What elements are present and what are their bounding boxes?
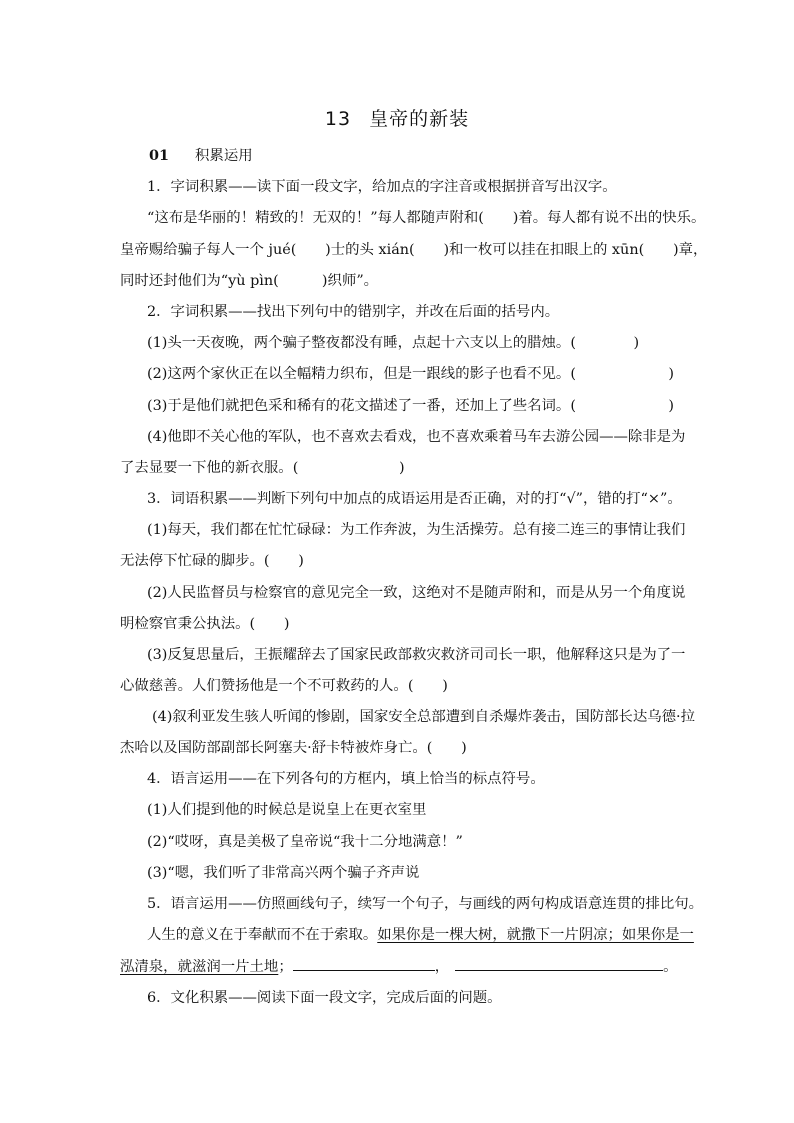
section-label: 积累运用 [195, 148, 253, 164]
q3-item-1-line-1: (1)每天，我们都在忙忙碌碌：为工作奔波，为生活操劳。总有接二连三的事情让我们 [147, 522, 686, 538]
q5-paragraph-line-1 [147, 925, 707, 945]
q5-intro-sentence: 人生的意义在于奉献而不在于索取。 [147, 927, 378, 943]
q3-item-3-line-2: 心做慈善。人们赞扬他是一个不可救药的人。( ) [120, 678, 448, 694]
q2-item-4-line-2: 了去显要一下他的新衣服。( ) [120, 460, 405, 476]
q4-heading: 4．语言运用——在下列各句的方框内，填上恰当的标点符号。 [147, 771, 545, 787]
q2-item-3 [147, 396, 674, 416]
q5-underlined-sentence-part-1: 如果你是一棵大树，就撒下一片阴凉；如果你是一 [377, 927, 694, 943]
q4-item-3: (3)“嗯，我们听了非常高兴两个骗子齐声说 [147, 865, 420, 881]
q4-item-2: (2)“哎呀，真是美极了皇帝说“我十二分地满意！” [147, 834, 463, 850]
q3-item-2-line-1: (2)人民监督员与检察官的意见完全一致，这绝对不是随声附和，而是从另一个角度说 [147, 585, 686, 601]
q5-end-punctuation: 。 [663, 959, 678, 975]
q1-paragraph-line-1: “这布是华丽的！精致的！无双的！”每人都随声附和( )着。每人都有说不出的快乐。 [147, 210, 706, 226]
q3-item-4-line-2: 杰哈以及国防部副部长阿塞夫·舒卡特被炸身亡。( ) [120, 740, 467, 756]
q2-item-4-line-1: (4)他即不关心他的军队，也不喜欢去看戏，也不喜欢乘着马车去游公园——除非是为 [147, 429, 686, 445]
q1-paragraph-line-3: 同时还封他们为“yù pìn( )织师”。 [120, 273, 379, 289]
q2-item-3-text: (3)于是他们就把色采和稀有的花文描述了一番，还加上了些名词。( [147, 398, 576, 414]
lesson-title: 皇帝的新装 [369, 108, 470, 130]
q2-heading: 2．字词积累——找出下列句中的错别字，并改在后面的括号内。 [147, 304, 560, 320]
q3-item-3-line-1: (3)反复思量后，王振耀辞去了国家民政部救灾救济司司长一职，他解释这只是为了一 [147, 647, 686, 663]
section-heading [149, 146, 709, 166]
section-number: 01 [149, 147, 170, 164]
q1-paragraph-line-2: 皇帝赐给骗子每人一个 jué( )士的头 xián( )和一枚可以挂在扣眼上的 xūn( )章， [120, 242, 708, 258]
q6-heading: 6．文化积累——阅读下面一段文字，完成后面的问题。 [147, 990, 502, 1006]
q5-heading: 5．语言运用——仿照画线句子，续写一个句子，与画线的两句构成语意连贯的排比句。 [147, 896, 704, 912]
q5-paragraph-line-2 [120, 956, 680, 977]
q5-answer-blank-1[interactable] [293, 956, 435, 971]
q3-item-2-line-2: 明检察官秉公执法。( ) [120, 616, 290, 632]
q3-item-4-line-1: (4)叙利亚发生骇人听闻的惨剧，国家安全总部遭到自杀爆炸袭击，国防部长达乌德·拉 [152, 709, 696, 725]
q2-item-3-close: ) [668, 398, 674, 414]
q4-item-1: (1)人们提到他的时候总是说皇上在更衣室里 [147, 802, 427, 818]
q5-separator-2: ， [434, 959, 450, 975]
q1-heading: 1．字词积累——读下面一段文字，给加点的字注音或根据拼音写出汉字。 [147, 179, 617, 195]
q3-heading: 3．词语积累——判断下列句中加点的成语运用是否正确，对的打“√”，错的打“×”。 [147, 491, 682, 507]
q3-item-1-line-2: 无法停下忙碌的脚步。( ) [120, 553, 304, 569]
page-title [0, 104, 794, 131]
q5-underlined-sentence-part-2: 泓清泉，就滋润一片土地 [120, 959, 279, 975]
q5-separator-1: ； [278, 959, 293, 975]
q2-item-1: (1)头一天夜晚，两个骗子整夜都没有睡，点起十六支以上的腊烛。( ) [147, 335, 640, 351]
q2-item-2-text: (2)这两个家伙正在以全幅精力织布，但是一跟线的影子也看不见。( [147, 366, 576, 382]
q5-answer-blank-2[interactable] [455, 956, 663, 971]
q2-item-2-close: ) [668, 366, 674, 382]
q2-item-2 [147, 364, 674, 384]
lesson-number: 13 [324, 108, 352, 130]
